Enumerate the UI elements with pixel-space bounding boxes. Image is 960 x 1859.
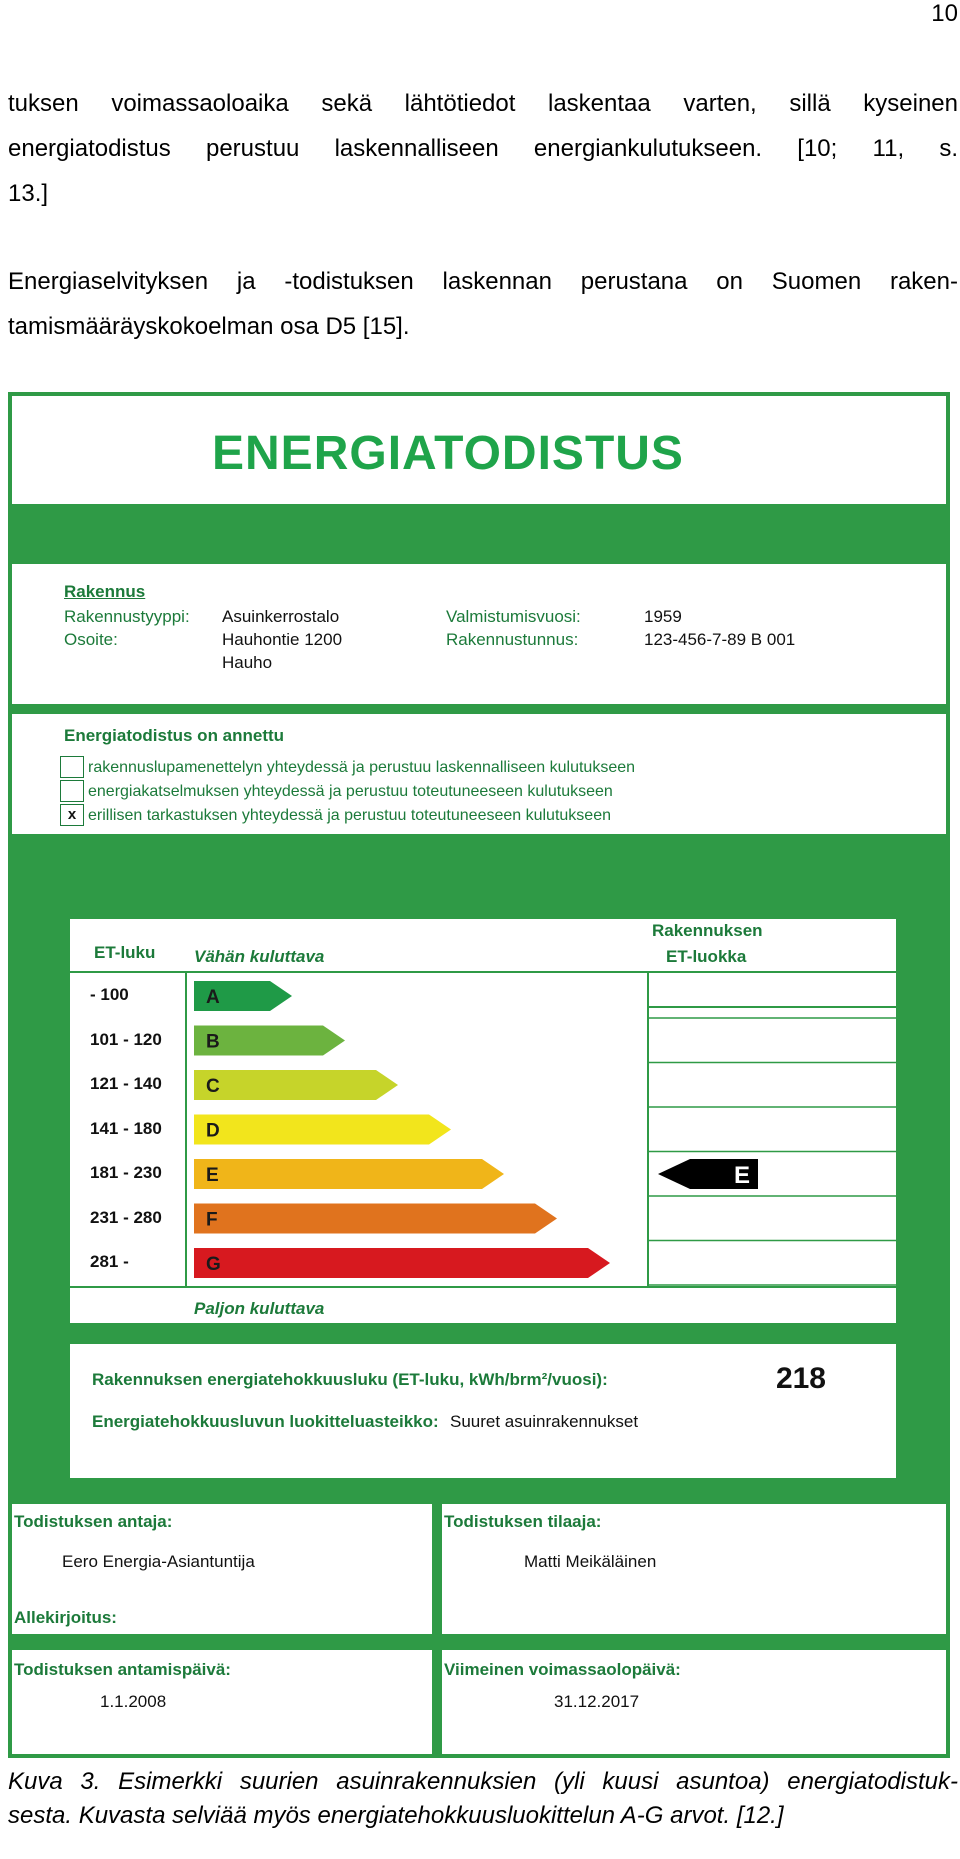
building-id-value: 123-456-7-89 B 001	[644, 630, 796, 649]
energy-class-range-b: 101 - 120	[90, 1029, 162, 1049]
orderer-label: Todistuksen tilaaja:	[444, 1512, 602, 1531]
paragraph-2	[8, 259, 958, 349]
signature-label: Allekirjoitus:	[14, 1608, 117, 1627]
energy-class-bar-g	[194, 1248, 610, 1278]
energy-scale	[70, 919, 896, 1323]
building-section	[12, 564, 946, 704]
et-scale-value: Suuret asuinrakennukset	[450, 1412, 639, 1431]
building-class-letter: E	[734, 1162, 751, 1189]
energy-class-letter-f: F	[206, 1209, 218, 1231]
paragraph-1-line-2: energiatodistus perustuu laskennalliseen energiankulutukseen. [10; 11, s.	[8, 135, 958, 162]
issued-option-3-label: erillisen tarkastuksen yhteydessä ja perustuu toteutuneeseen kulutukseen	[88, 807, 611, 824]
valid-until-label: Viimeinen voimassaolopäivä:	[444, 1660, 681, 1679]
figure-caption	[8, 1765, 958, 1833]
building-type-value: Asuinkerrostalo	[222, 607, 340, 626]
low-consumption-label: Vähän kuluttava	[194, 947, 325, 966]
energy-class-letter-e: E	[206, 1165, 219, 1186]
issued-checkbox-2[interactable]	[60, 780, 84, 802]
address-label: Osoite:	[64, 630, 118, 649]
address-line-2: Hauho	[222, 653, 273, 672]
issuer-value: Eero Energia-Asiantuntija	[62, 1552, 255, 1571]
building-type-label: Rakennustyyppi:	[64, 607, 190, 626]
paragraph-1	[8, 81, 958, 216]
issue-date-box	[12, 1650, 432, 1754]
building-header: Rakennus	[64, 582, 146, 601]
et-value-label: Rakennuksen energiatehokkuusluku (ET-luku, kWh/brm²/vuosi):	[92, 1370, 608, 1389]
issued-option-2-label: energiakatselmuksen yhteydessä ja perustuu toteutuneeseen kulutukseen	[88, 783, 613, 800]
energy-class-letter-b: B	[206, 1031, 220, 1053]
et-scale-label: Energiatehokkuusluvun luokitteluasteikko:	[92, 1412, 439, 1431]
caption-line-2: sesta. Kuvasta selviää myös energiatehokkuusluokittelun A-G arvot. [12.]	[8, 1802, 784, 1829]
issue-date-label: Todistuksen antamispäivä:	[14, 1660, 231, 1679]
rating-header-line-2: ET-luokka	[666, 947, 747, 966]
energy-class-bar-e	[194, 1159, 504, 1189]
caption-line-1: Kuva 3. Esimerkki suurien asuinrakennuksien (yli kuusi asuntoa) energiatodistuk-	[8, 1768, 958, 1795]
year-label: Valmistumisvuosi:	[446, 607, 581, 626]
valid-until-box	[442, 1650, 946, 1754]
energy-class-letter-d: D	[206, 1120, 220, 1142]
issued-checkboxes	[60, 756, 86, 828]
energy-class-range-a: - 100	[90, 985, 129, 1004]
orderer-value: Matti Meikäläinen	[524, 1552, 657, 1571]
energy-class-letter-c: C	[206, 1076, 220, 1097]
energy-class-bar-f	[194, 1204, 557, 1234]
issued-section	[12, 714, 946, 834]
paragraph-2-line-2: tamismääräyskokoelman osa D5 [15].	[8, 313, 410, 340]
energy-class-letter-g: G	[206, 1254, 221, 1275]
high-consumption-label: Paljon kuluttava	[194, 1299, 325, 1318]
issuer-box	[12, 1504, 432, 1634]
energy-class-range-d: 141 - 180	[90, 1118, 162, 1138]
issue-date-value: 1.1.2008	[100, 1692, 167, 1711]
et-value: 218	[775, 1362, 826, 1395]
issued-checkbox-3[interactable]: x	[60, 804, 84, 826]
address-line-1: Hauhontie 1200	[222, 630, 343, 649]
scale-chart	[70, 919, 896, 1323]
et-value-section	[70, 1344, 896, 1478]
page-number: 10	[931, 0, 958, 27]
energy-class-letter-a: A	[206, 987, 220, 1008]
energy-class-bar-d	[194, 1115, 451, 1145]
paragraph-1-line-1: tuksen voimassaoloaika sekä lähtötiedot laskentaa varten, sillä kyseinen	[8, 90, 958, 117]
energy-class-bar-c	[194, 1070, 398, 1100]
issuer-label: Todistuksen antaja:	[14, 1512, 173, 1531]
certificate-title-box	[12, 396, 946, 504]
building-id-label: Rakennustunnus:	[446, 630, 579, 649]
energy-class-range-g: 281 -	[90, 1252, 129, 1271]
certificate-title: ENERGIATODISTUS	[212, 427, 684, 480]
year-value: 1959	[644, 607, 682, 626]
et-luku-header: ET-luku	[94, 943, 156, 962]
valid-until-value: 31.12.2017	[554, 1692, 640, 1711]
paragraph-1-line-3: 13.]	[8, 180, 49, 207]
orderer-box	[442, 1504, 946, 1634]
energy-class-range-f: 231 - 280	[90, 1207, 162, 1227]
energy-certificate	[8, 392, 950, 1758]
energy-class-range-c: 121 - 140	[90, 1074, 162, 1093]
issued-header: Energiatodistus on annettu	[64, 726, 285, 745]
issued-option-1-label: rakennuslupamenettelyn yhteydessä ja perustuu laskennalliseen kulutukseen	[88, 759, 636, 776]
energy-class-range-e: 181 - 230	[90, 1163, 162, 1182]
paragraph-2-line-1: Energiaselvityksen ja -todistuksen laskennan perustana on Suomen raken-	[8, 268, 958, 295]
rating-header-line-1: Rakennuksen	[652, 921, 763, 940]
issued-checkbox-1[interactable]	[60, 756, 84, 778]
